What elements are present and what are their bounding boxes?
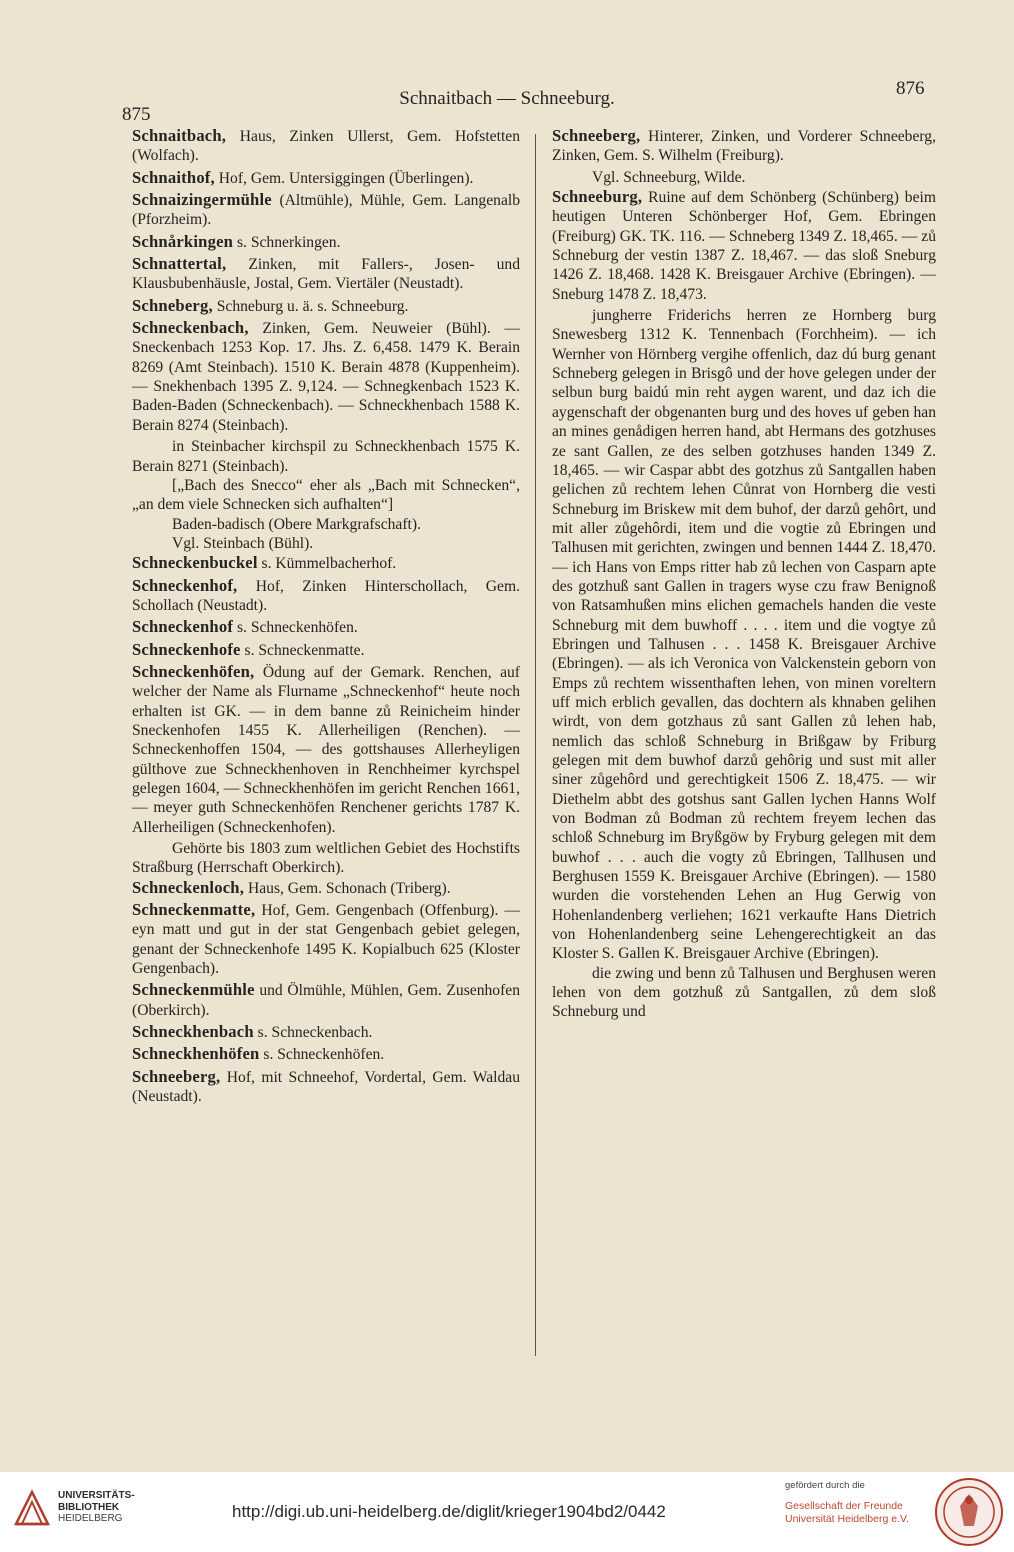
sub-paragraph: Gehörte bis 1803 zum weltlichen Gebiet des Hochstifts Straßburg (Herrschaft Oberkirch). [132,840,520,877]
entry-lemma: Schneckenhofe [132,639,241,659]
entry-paragraph [132,1022,520,1042]
entry-text: s. Schnerkingen. [233,233,341,251]
entry-paragraph [132,1067,520,1107]
library-name: UNIVERSITÄTS- BIBLIOTHEK HEIDELBERG [58,1490,135,1524]
entry-paragraph [132,296,520,316]
page-number-right: 876 [896,78,925,99]
entry-text: Ruine auf dem Schönberg (Schünberg) beim heutigen Unteren Schönberger Hof, Gem. Ebringen (Freiburg) GK. TK. 116. — Schneberg 1349 Z. 18,465. — zů Schneburg der vestin 1387 Z. 18,467. — das sloß Sneburg 1426 Z. 18,468. 1428 K. Breisgauer Archive (Ebringen). — Sneburg 1478 Z. 18,473. [552,189,936,303]
entry-text: Hinterer, Zinken, und Vorderer Schneeberg, Zinken, Gem. S. Wilhelm (Freiburg). [552,128,936,165]
sub-paragraph: die zwing und benn zů Talhusen und Berghusen weren lehen von dem gotzhuß zů Santgallen, zů dem sloß Schneburg und [552,964,936,1021]
entry-text: s. Schneckenbach. [253,1024,373,1042]
entry-paragraph [132,980,520,1020]
entry-paragraph [132,640,520,660]
sub-paragraph: Vgl. Schneeburg, Wilde. [592,168,746,186]
entry-paragraph [132,553,520,573]
entry-text: Hof, mit Schneehof, Vordertal, Gem. Waldau (Neustadt). [132,1068,520,1106]
entry-text: Zinken, mit Fallers-, Josen- und Klausbubenhäusle, Jostal, Gem. Viertäler (Neustadt). [132,256,520,293]
entry-paragraph [132,576,520,616]
entry-lemma: Schneckenhöfen, [132,661,255,681]
sub-paragraph: [„Bach des Snecco“ eher als „Bach mit Schnecken“, „an dem viele Schnecken sich aufhalten“] [132,476,520,514]
sponsor-name: Gesellschaft der Freunde Universität Heidelberg e.V. [785,1500,909,1525]
entry-lemma: Schneckenhof, [132,575,238,595]
university-library-logo-icon [12,1488,52,1528]
university-seal-icon [934,1476,1004,1548]
entry-text: Hof, Gem. Gengenbach (Offenburg). — eyn matt und gut in der stat Gengenbach gebiet gelegen, genant der Schneckenhofe 1495 K. Kopialbuch 625 (Kloster Gengenbach). [132,902,520,978]
entry-paragraph [132,318,520,435]
entry-paragraph [132,126,520,166]
entry-paragraph [132,1044,520,1064]
left-column [132,126,520,1109]
page-number-left: 875 [122,104,151,125]
entry-lemma: Schneckenhof [132,617,234,637]
entry-lemma: Schnaitbach, [132,126,227,145]
entry-lemma: Schneeberg, [552,126,641,145]
entry-text: und Ölmühle, Mühlen, Gem. Zusenhofen (Oberkirch). [132,982,520,1019]
right-column [552,126,936,1022]
column-divider [535,134,536,1356]
sub-paragraph: Vgl. Steinbach (Bühl). [172,534,314,552]
sub-paragraph: jungherre Friderichs herren ze Hornberg burg Snewesberg 1312 K. Tennenbach (Forchheim). — ich Wernher von Hörnberg vergihe offenlich, daz dú burg genant Schneberg gelegen in Brisgô und der hove gelegen under der selbun burg baidú min reht aygen warent, und daz ich die aygenschaft der obgenanten burg und des hoves uf geben han an mines genådigen herren hand, abt Hermans des gotzhuses ze sant Gallen, ze des selben gotzhuses handen 1349 Z. 18,465. — wir Caspar abbt des gotzhus zů Santgallen haben gelichen zů rechtem lehen Cůnrat von Hornberg die vesti Schneburg im Briskew mit dem buhof, der darzů gehôrt, und mit aller zůgehôrdi, item und die vogtie zů Ebringen und Talhusen mit gerichten, zwingen und bennen 1444 Z. 18,470. — ich Hans von Emps ritter hab zů lechen von Casparn apte des gotzhuß sant Gallen in tragers wyse czu fraw Benignoß von Ratsamhußen mins elichen gemachels handen die veste Schneburg mit dem buwhoff . . . . item und die vogtye zů Ebringen und Talhusen . . . 1458 K. Breisgauer Archive (Ebringen). — als ich Veronica von Valckenstein geborn von Emps zů rechtem wissenthaften lehen, von minen voreltern uff mich erblich gevallen, das dochtern als khnaben gelihen wirdt, von dem gotzhaus zů sant Gallen zů lehen hab, nemlich das schloß Schneburg in Brißgaw by Friburg gelegen mit dem buwhof darzů gehôrig und sust mit aller siner zůgehôrd und gerechtigkeit 1506 Z. 18,475. — wir Diethelm abbt des gotshus sant Gallen lychen Hanns Wolf von Bodman zů Bodman zů rechtem freyem lechen das schloß Schneburg im Bryßgöw by Fryburg gelegen mit dem buwhof . . . auch die vogty zů Ebringen, Tallhusen und Berghusen 1559 K. Breisgauer Archive (Ebringen). — 1580 wurden die vorstehenden Lehen an Hug Gerwig von Hohenlandenberg verliehen; 1621 verkaufte Hans Dietrich von Hohenlandenberg seine Lehengerechtigkeit an das Kloster S. Gallen K. Breisgauer Archive (Ebringen). [552,307,936,963]
entry-paragraph [132,617,520,637]
entry-lemma: Schneckhenbach [132,1022,254,1042]
entry-text: Zinken, Gem. Neuweier (Bühl). — Sneckenbach 1253 Kop. 17. Jhs. Z. 6,458. 1479 K. Berain 8269 (Amt Steinbach). 1510 K. Berain 4878 (Kuppenheim). — Snekhenbach 1395 Z. 9,124. — Schnegkenbach 1523 K. Baden-Baden (Schneckenbach). — Schneckhenbach 1588 K. Berain 8274 (Steinbach). [132,320,520,434]
entry-paragraph [132,190,520,230]
entry-text: Ödung auf der Gemark. Renchen, auf welcher der Name als Flurname „Schneckenhof“ heute noch erhalten ist GK. — in dem banne zů Reinicheim hinder Sneckenhofen 1455 K. Allerheiligen (Renchen). — Schneckenhoffen 1504, — des gottshauses Allerheyligen gülthove zue Schneckhenhoven in Renchheimer kyrchspel gelegen 1604, — Schneckhenhöfen im gericht Renchen 1661, — meyer guth Schneckenhöfen Renchener gerichts 1787 K. Allerheiligen (Schneckenhofen). [132,663,520,836]
entry-paragraph [132,662,520,837]
sponsor-label: gefördert durch die [785,1480,865,1491]
sub-paragraph: Baden-badisch (Obere Markgrafschaft). [172,515,421,533]
entry-paragraph [132,254,520,294]
entry-lemma: Schneckenmühle [132,980,255,1000]
running-header: Schnaitbach — Schneeburg. [399,88,615,109]
source-url-link[interactable]: http://digi.ub.uni-heidelberg.de/diglit/krieger1904bd2/0442 [232,1502,666,1521]
entry-paragraph [552,126,936,166]
entry-text: s. Schneckenhöfen. [259,1046,385,1064]
footer-bar [0,1472,1014,1552]
entry-text: s. Schneckenhöfen. [233,619,358,637]
entry-lemma: Schneckenbach, [132,318,249,338]
entry-paragraph [132,900,520,978]
entry-lemma: Schneberg, [132,295,213,315]
entry-lemma: Schneckenmatte, [132,900,256,920]
entry-lemma: Schneeberg, [132,1066,221,1086]
entry-lemma: Schneckenbuckel [132,553,258,573]
entry-text: Hof, Zinken Hinterschollach, Gem. Schollach (Neustadt). [132,577,520,614]
entry-text: Haus, Gem. Schonach (Triberg). [244,879,451,897]
entry-lemma: Schneckhenhöfen [132,1044,260,1064]
entry-lemma: Schneeburg, [552,187,643,207]
sub-paragraph: in Steinbacher kirchspil zu Schneckhenbach 1575 K. Berain 8271 (Steinbach). [132,438,520,475]
entry-paragraph [552,187,936,304]
entry-text: Haus, Zinken Ullerst, Gem. Hofstetten (Wolfach). [132,128,520,165]
entry-lemma: Schnårkingen [132,231,234,251]
entry-lemma: Schnaizingermühle [132,190,272,210]
entry-lemma: Schneckenloch, [132,877,245,897]
entry-text: Schneburg u. ä. s. Schneeburg. [212,297,409,315]
entry-lemma: Schnattertal, [132,254,227,274]
entry-paragraph [132,168,520,188]
entry-text: (Altmühle), Mühle, Gem. Langenalb (Pforzheim). [132,192,520,229]
entry-text: Hof, Gem. Untersiggingen (Überlingen). [214,169,474,187]
entry-paragraph [132,232,520,252]
entry-text: s. Schneckenmatte. [240,641,365,659]
entry-text: s. Kümmelbacherhof. [257,555,397,573]
entry-paragraph [132,878,520,898]
entry-lemma: Schnaithof, [132,167,215,187]
